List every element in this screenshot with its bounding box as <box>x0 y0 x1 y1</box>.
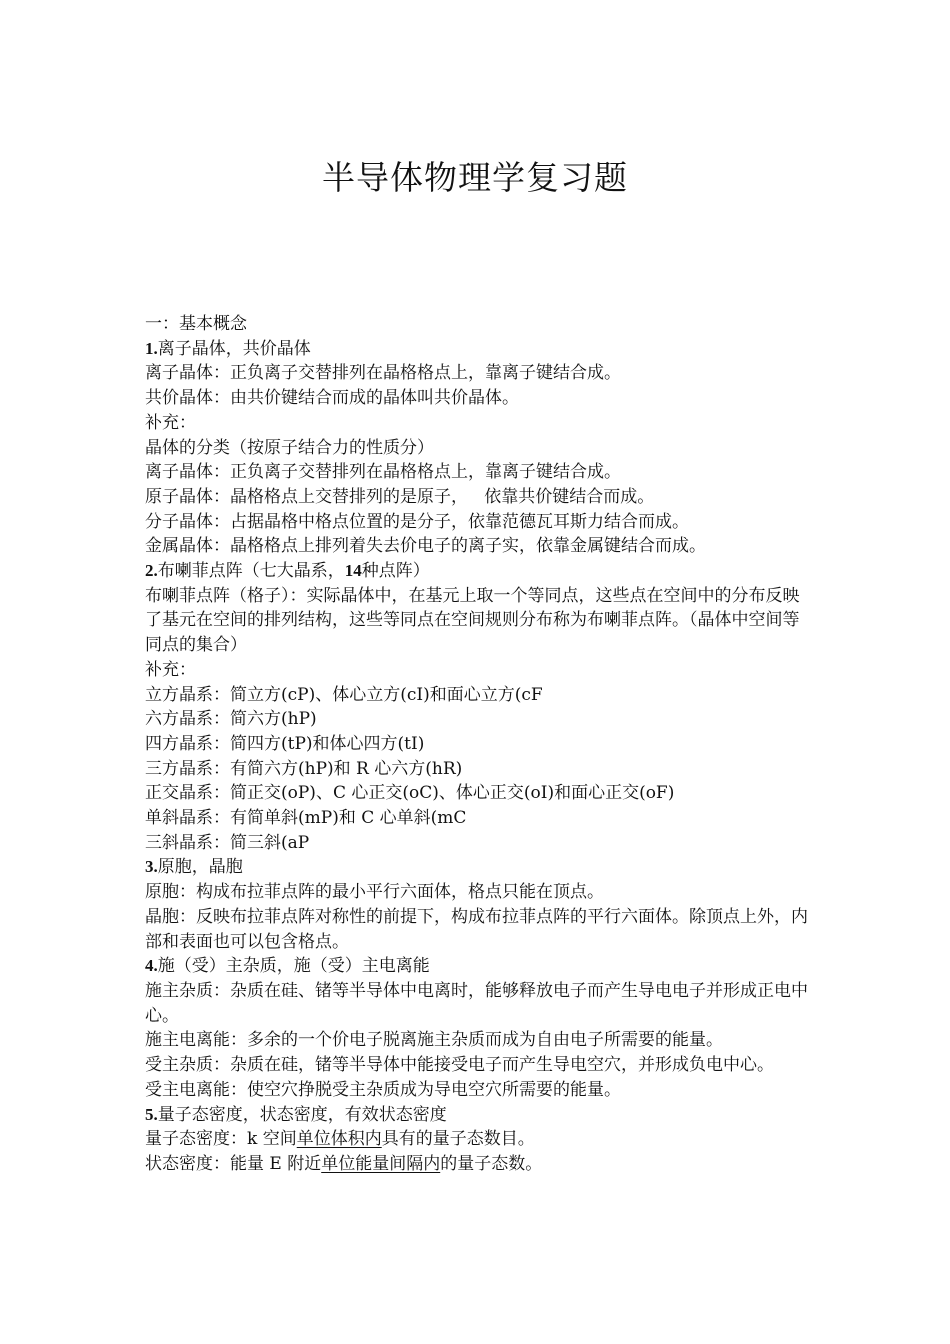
definition-line: 正交晶系：简正交(oP)、C 心正交(oC)、体心正交(oI)和面心正交(oF) <box>145 783 675 804</box>
definition-line: 三斜晶系：简三斜(aP <box>145 832 310 853</box>
text-span: 量子态密度：k 空间 <box>145 1129 297 1150</box>
definition-line: 施主电离能：多余的一个价电子脱离施主杂质而成为自由电子所需要的能量。 <box>145 1030 723 1051</box>
section-heading: 一：基本概念 <box>145 314 247 334</box>
underlined-text: 单位体积内 <box>296 1129 382 1150</box>
definition-line <box>145 1127 810 1152</box>
definition-line: 金属晶体：晶格格点上排列着失去价电子的离子实，依靠金属键结合而成。 <box>145 536 706 557</box>
definition-line <box>145 1152 810 1177</box>
definition-line: 原胞：构成布拉菲点阵的最小平行六面体，格点只能在顶点。 <box>145 882 604 903</box>
item-heading-text: 原胞，晶胞 <box>157 857 243 878</box>
item-number: 2. <box>145 561 158 581</box>
text-span: 的量子态数。 <box>440 1153 543 1174</box>
underlined-text: 单位能量间隔内 <box>321 1153 441 1174</box>
supplement-label: 补充： <box>145 659 196 680</box>
document-title: 半导体物理学复习题 <box>322 158 628 197</box>
definition-line: 离子晶体：正负离子交替排列在晶格格点上，靠离子键结合成。 <box>145 462 621 483</box>
definition-line: 原子晶体：晶格格点上交替排列的是原子， 依靠共价键结合而成。 <box>145 486 655 507</box>
definition-line: 分子晶体：占据晶格中格点位置的是分子，依靠范德瓦耳斯力结合而成。 <box>145 511 689 532</box>
definition-paragraph: 施主杂质：杂质在硅、锗等半导体中电离时，能够释放电子而产生导电电子并形成正电中心。 <box>145 980 808 1026</box>
definition-line: 四方晶系：简四方(tP)和体心四方(tI) <box>145 733 425 754</box>
definition-line: 单斜晶系：有简单斜(mP)和 C 心单斜(mC <box>145 808 467 829</box>
item-number: 1. <box>145 338 158 358</box>
definition-line: 六方晶系：简六方(hP) <box>145 709 317 730</box>
item-heading-3 <box>145 855 810 880</box>
document-body <box>145 312 810 1177</box>
text-span: 状态密度：能量 E 附近 <box>145 1153 322 1174</box>
supplement-label: 补充： <box>145 412 196 433</box>
definition-paragraph: 晶胞：反映布拉菲点阵对称性的前提下，构成布拉菲点阵的平行六面体。除顶点上外，内部和表面也可以包含格点。 <box>145 906 808 952</box>
item-heading-5 <box>145 1103 810 1128</box>
definition-line: 三方晶系：有简六方(hP)和 R 心六方(hR) <box>145 758 463 779</box>
definition-line: 共价晶体：由共价键结合而成的晶体叫共价晶体。 <box>145 388 519 409</box>
item-number: 5. <box>145 1104 158 1124</box>
definition-line: 离子晶体：正负离子交替排列在晶格格点上，靠离子键结合成。 <box>145 363 621 384</box>
item-heading-bold: 14 <box>344 561 362 581</box>
text-span: 具有的量子态数目。 <box>381 1129 535 1150</box>
item-heading-2 <box>145 559 810 584</box>
item-heading-text: 量子态密度，状态密度，有效状态密度 <box>157 1104 447 1125</box>
item-heading-1 <box>145 337 810 362</box>
definition-paragraph: 布喇菲点阵（格子）：实际晶体中，在基元上取一个等同点，这些点在空间中的分布反映了基元在空间的排列结构，这些等同点在空间规则分布称为布喇菲点阵。（晶体中空间等同点的集合） <box>145 585 800 656</box>
item-number: 4. <box>145 956 158 976</box>
definition-line: 立方晶系：简立方(cP)、体心立方(cI)和面心立方(cF <box>145 684 543 705</box>
item-heading-text: 离子晶体，共价晶体 <box>157 338 311 359</box>
item-number: 3. <box>145 857 158 877</box>
item-heading-text: 施（受）主杂质，施（受）主电离能 <box>157 956 430 977</box>
item-heading-text: 布喇菲点阵（七大晶系， <box>157 561 345 582</box>
definition-paragraph: 受主杂质：杂质在硅，锗等半导体中能接受电子而产生导电空穴，并形成负电中心。 <box>145 1055 774 1076</box>
item-heading-4 <box>145 954 810 979</box>
definition-line: 受主电离能：使空穴挣脱受主杂质成为导电空穴所需要的能量。 <box>145 1079 621 1100</box>
item-heading-text: 种点阵） <box>361 561 430 582</box>
text-line: 晶体的分类（按原子结合力的性质分） <box>145 437 434 458</box>
